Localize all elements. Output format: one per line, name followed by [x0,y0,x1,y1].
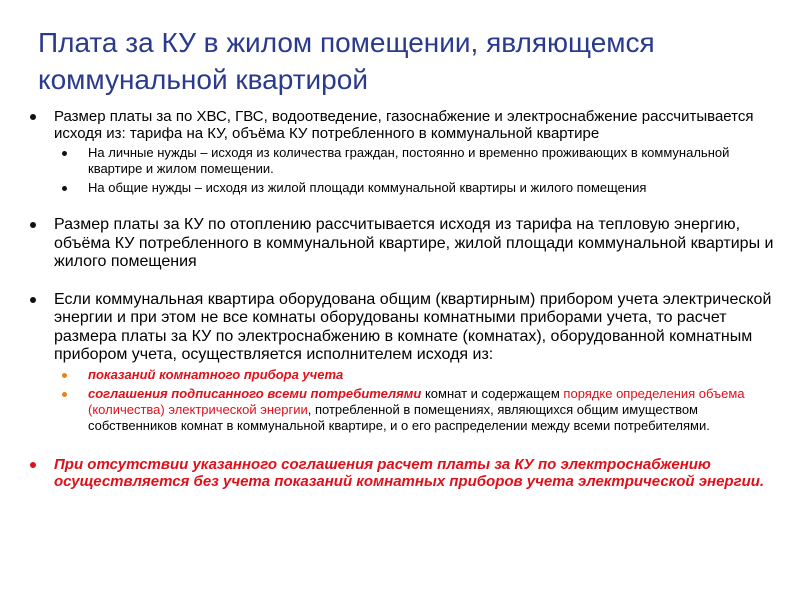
bullet-icon [62,151,67,156]
agreement-order-text: порядке определения объема (количества) электрической энергии [88,385,745,417]
bullet-icon [30,462,36,468]
page-title: Плата за КУ в жилом помещении, являющемся коммунальной квартирой [38,27,655,95]
sub-bullet-room-meter [30,367,780,383]
bullet-text: При отсутствии указанного соглашения расчет платы за КУ по электроснабжению осуществляется без учета показаний комнатных приборов учета электрической энергии. [54,455,765,490]
bullet-icon [62,373,67,378]
agreement-text: комнат и содержащем [421,385,564,401]
sub-bullet-text: показаний комнатного прибора учета [88,366,344,382]
agreement-rest-text: , потребленной в помещениях, являющихся общим имуществом собственников комнат в коммунальной квартире, и о его распределении между всеми потребителями. [88,401,710,433]
bullet-electricity-meter [30,291,780,365]
bullet-text: Размер платы за по ХВС, ГВС, водоотведение, газоснабжение и электроснабжение рассчитывается исходя из: тарифа на КУ, объёма КУ потребленного в коммунальной квартире [54,108,754,142]
content-body [30,108,780,490]
bullet-icon [30,114,36,120]
agreement-emphasis: соглашения подписанного всеми потребителями [88,385,422,401]
bullet-icon [62,392,67,397]
bullet-icon [30,222,36,228]
bullet-heating [30,216,780,272]
bullet-icon [30,297,36,303]
sub-bullet-personal-needs [30,145,780,177]
bullet-icon [62,186,67,191]
bullet-text: Размер платы за КУ по отоплению рассчитывается исходя из тарифа на тепловую энергию, объёма КУ потребленного в коммунальной квартире, жилой площади коммунальной квартиры и жилого помещения [54,216,774,270]
sub-bullet-text: На личные нужды – исходя из количества граждан, постоянно и временно проживающих в коммунальной квартире и жилом помещении. [88,145,730,176]
bullet-text: Если коммунальная квартира оборудована общим (квартирным) прибором учета электрической энергии и при этом не все комнаты оборудованы комнатными приборами учета, то расчет размера платы за КУ по электроснабжению в комнате (комнатах), оборудованной комнатным прибором учета, осуществляется исполнителем исходя из: [54,290,772,363]
bullet-water-gas-electricity [30,108,780,142]
sub-bullet-text: На общие нужды – исходя из жилой площади коммунальной квартиры и жилого помещения [88,180,647,195]
sub-bullet-agreement [30,386,780,434]
sub-bullet-common-needs [30,180,780,196]
bullet-no-agreement [30,456,780,490]
